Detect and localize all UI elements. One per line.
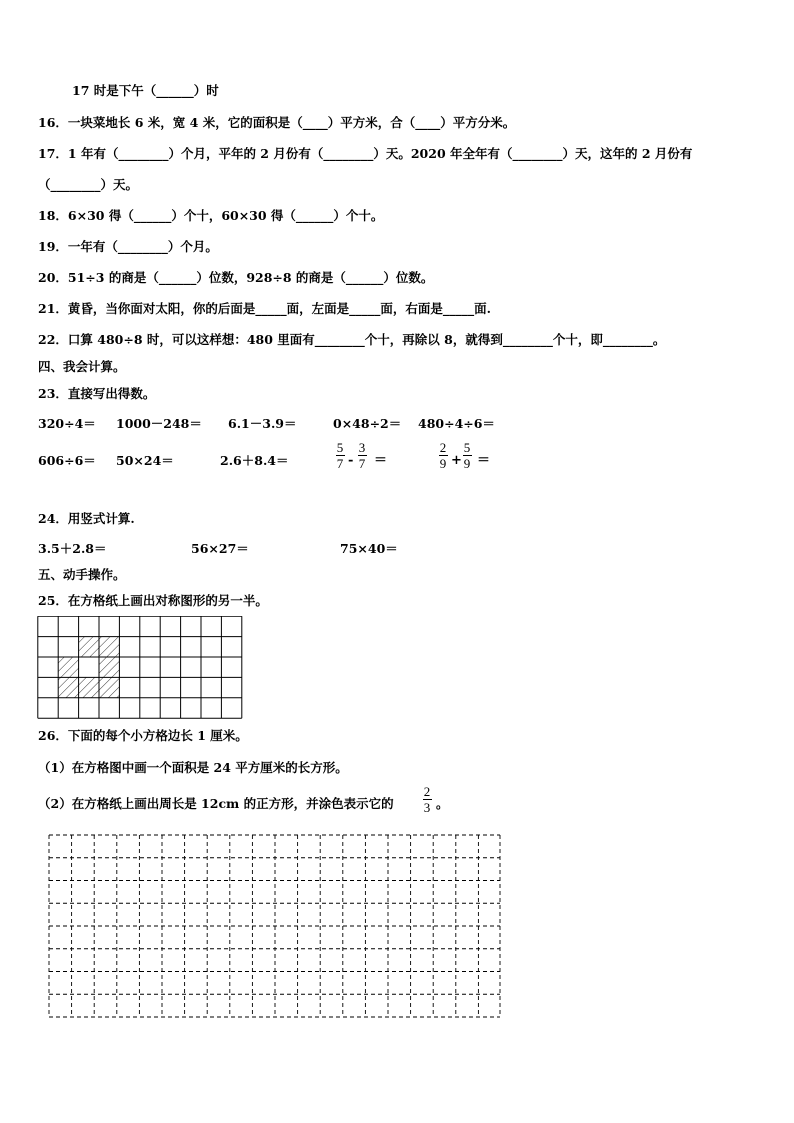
question-20: 20．51÷3 的商是（______）位数，928÷8 的商是（______）位数。 [38, 270, 434, 285]
calc-item: 606÷6＝ [38, 453, 96, 468]
question-16: 16．一块菜地长 6 米，宽 4 米，它的面积是（____）平方米，合（____）平方分米。 [38, 115, 516, 130]
calc-item: 1000－248＝ [116, 416, 202, 431]
question-22: 22．口算 480÷8 时，可以这样想：480 里面有________个十，再除以 8，就得到________个十，即________。 [38, 332, 666, 347]
fraction [462, 441, 472, 470]
calc-item: 56×27＝ [191, 541, 249, 556]
question-18: 18．6×30 得（______）个十，60×30 得（______）个十。 [38, 208, 384, 223]
calc-item: 320÷4＝ [38, 416, 96, 431]
fraction [335, 441, 345, 470]
fraction-numerator: 2 [423, 784, 431, 799]
operator: - [348, 453, 354, 468]
question-25: 25．在方格纸上画出对称图形的另一半。 [38, 593, 268, 608]
calc-item: 480÷4÷6＝ [418, 416, 495, 431]
question-17-line1: 17．1 年有（________）个月，平年的 2 月份有（________）天。2020 年全年有（________）天，这年的 2 月份有 [38, 146, 693, 161]
calc-item: 6.1－3.9＝ [228, 416, 297, 431]
fraction-numerator: 2 [439, 440, 447, 455]
symmetry-grid [37, 616, 244, 720]
question-26-part-1: （1）在方格图中画一个面积是 24 平方厘米的长方形。 [38, 760, 348, 775]
operator: + [451, 453, 462, 468]
equals-sign: ＝ [374, 453, 388, 468]
question-19: 19．一年有（________）个月。 [38, 239, 218, 254]
q15-continuation: 17 时是下午（______）时 [72, 83, 219, 98]
fraction [438, 441, 448, 470]
fraction-numerator: 3 [358, 440, 366, 455]
calc-item: 75×40＝ [340, 541, 398, 556]
fraction-denominator: 3 [423, 800, 431, 815]
hatched-figure [58, 637, 119, 698]
question-23: 23．直接写出得数。 [38, 386, 156, 401]
calc-item: 0×48÷2＝ [333, 416, 402, 431]
section-4-heading: 四、我会计算。 [38, 359, 126, 374]
fraction-denominator: 7 [336, 456, 344, 471]
calc-item: 50×24＝ [116, 453, 174, 468]
fraction-denominator: 9 [439, 456, 447, 471]
fraction [422, 785, 432, 814]
dashed-square-grid [48, 834, 502, 1020]
question-26: 26．下面的每个小方格边长 1 厘米。 [38, 728, 248, 743]
calc-item: 2.6＋8.4＝ [220, 453, 289, 468]
question-26-part-2: （2）在方格纸上画出周长是 12cm 的正方形，并涂色表示它的 [38, 796, 394, 811]
period-mark: 。 [436, 796, 449, 811]
question-17-line2: （________）天。 [38, 177, 139, 192]
question-24: 24．用竖式计算. [38, 511, 135, 526]
fraction-denominator: 9 [463, 456, 471, 471]
fraction-numerator: 5 [463, 440, 471, 455]
section-5-heading: 五、动手操作。 [38, 567, 126, 582]
fraction-denominator: 7 [358, 456, 366, 471]
fraction [357, 441, 367, 470]
question-21: 21．黄昏，当你面对太阳，你的后面是_____面，左面是_____面，右面是_____面. [38, 301, 491, 316]
equals-sign: ＝ [477, 453, 491, 468]
calc-item: 3.5＋2.8＝ [38, 541, 107, 556]
fraction-numerator: 5 [336, 440, 344, 455]
